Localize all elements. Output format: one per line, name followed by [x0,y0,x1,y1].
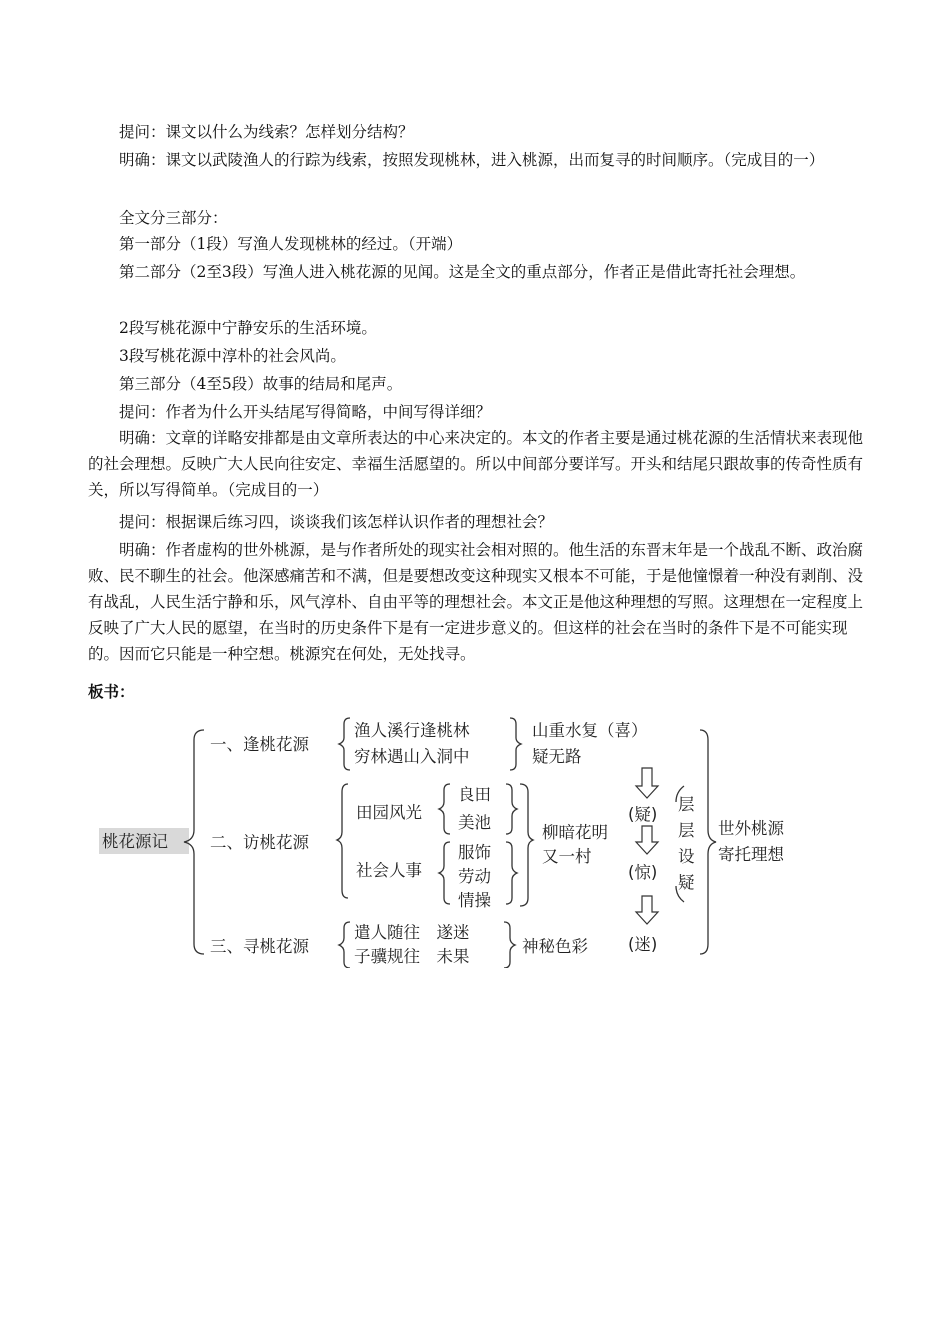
section-1-label: 一、逢桃花源 [210,735,309,754]
paragraph-9: 提问：作者为什么开头结尾写得简略，中间写得详细？ [119,403,492,421]
layer-char-4: 疑 [678,873,695,892]
paragraph-5: 第二部分（2至3段）写渔人进入桃花源的见闻。这是全文的重点部分，作者正是借此寄托社会理想。 [119,263,806,281]
blackboard-diagram [96,706,816,968]
section-2-result-1: 柳暗花明 [542,823,608,842]
layer-char-2: 层 [678,821,695,840]
group-2-label: 社会人事 [356,861,422,880]
conclusion-brace [700,730,716,954]
section-1-item-1: 渔人溪行逢桃林 [354,721,470,740]
emotion-3: (迷) [628,935,658,954]
paragraph-4: 第一部分（1段）写渔人发现桃林的经过。（开端） [119,235,463,253]
emotion-1: (疑) [628,805,658,824]
paragraph-3: 全文分三部分： [119,209,228,227]
paragraph-10: 明确：文章的详略安排都是由文章所表达的中心来决定的。本文的作者主要是通过桃花源的生活情状来表现他的社会理想。反映广大人民向往安定、幸福生活愿望的。所以中间部分要详写。开头和结尾只跟故事的传奇性质有关，所以写得简单。（完成目的一） [88,429,864,499]
board-heading: 板书： [88,682,135,701]
paragraph-1: 提问：课文以什么为线索？怎样划分结构？ [119,123,414,141]
group-1-item-2: 美池 [458,813,491,832]
down-arrow-icon [636,826,658,854]
section-1-result-1: 山重水复（喜） [532,721,648,740]
down-arrow-icon [636,768,658,798]
paragraph-8: 第三部分（4至5段）故事的结局和尾声。 [119,375,403,393]
section-3-item-1: 遣人随往 遂迷 [354,923,470,942]
group-2-item-2: 劳动 [458,867,491,886]
group-1-left-brace [439,784,450,834]
section-1-result-2: 疑无路 [532,747,582,766]
section-2-label: 二、访桃花源 [210,833,309,852]
section-1-right-brace [510,718,521,770]
group-1-right-brace [506,784,517,834]
section-2-right-brace [520,784,533,906]
paragraph-2: 明确：课文以武陵渔人的行踪为线索，按照发现桃林，进入桃源，出而复寻的时间顺序。（完成目的一） [119,151,825,169]
group-2-left-brace [439,842,450,904]
section-2-left-brace [337,784,348,898]
board-title: 桃花源记 [102,832,168,851]
group-2-right-brace [506,842,517,904]
emotion-2: (惊) [628,863,658,882]
section-1-item-2: 穷林遇山入洞中 [354,747,470,766]
layer-char-3: 设 [678,847,695,866]
section-3-right-brace [504,922,515,968]
layer-char-1: 层 [678,795,695,814]
conclusion-2: 寄托理想 [718,845,784,864]
section-3-item-2: 子骥规往 未果 [354,947,470,966]
group-2-item-3: 情操 [458,891,491,910]
paragraph-6: 2段写桃花源中宁静安乐的生活环境。 [119,319,377,337]
paragraph-11: 提问：根据课后练习四，谈谈我们该怎样认识作者的理想社会？ [119,513,554,531]
group-1-item-1: 良田 [458,785,491,804]
paragraph-12: 明确：作者虚构的世外桃源，是与作者所处的现实社会相对照的。他生活的东晋末年是一个战乱不断、政治腐败、民不聊生的社会。他深感痛苦和不满，但是要想改变这种现实又根本不可能，于是他憧憬着一种没有剥削、没有战乱，人民生活宁静和乐，风气淳朴、自由平等的理想社会。本文正是他这种理想的写照。这理想在一定程度上反映了广大人民的愿望，在当时的历史条件下是有一定进步意义的。但这样的社会在当时的条件下是不可能实现的。因而它只能是一种空想。桃源究在何处，无处找寻。 [88,541,864,663]
paragraph-7: 3段写桃花源中淳朴的社会风尚。 [119,347,346,365]
section-3-label: 三、寻桃花源 [210,937,309,956]
group-2-item-1: 服饰 [458,843,491,862]
section-1-left-brace [339,718,350,770]
group-1-label: 田园风光 [356,803,422,822]
section-3-left-brace [339,922,350,968]
down-arrow-icon [636,896,658,924]
section-2-result-2: 又一村 [542,847,592,866]
conclusion-1: 世外桃源 [718,819,784,838]
section-3-result: 神秘色彩 [522,937,588,956]
